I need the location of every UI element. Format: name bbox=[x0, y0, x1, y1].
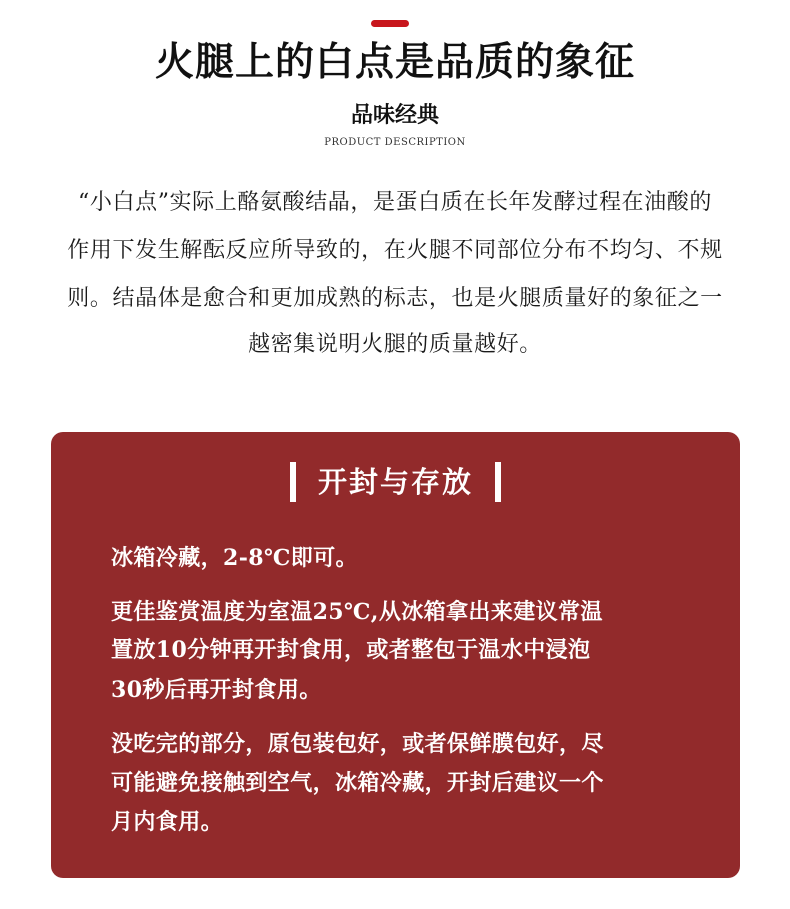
description-line: “小白点”实际上酪氨酸结晶，是蛋白质在长年发酵过程在油酸的 bbox=[78, 190, 712, 215]
description-line: 越密集说明火腿的质量越好。 bbox=[248, 332, 542, 357]
storage-line: 没吃完的部分，原包装包好，或者保鲜膜包好，尽 bbox=[111, 731, 604, 757]
storage-line: 30秒后再开封食用。 bbox=[111, 677, 322, 703]
section-subtitle-english: PRODUCT DESCRIPTION bbox=[324, 137, 466, 148]
storage-card bbox=[51, 432, 740, 878]
description-line: 则。结晶体是愈合和更加成熟的标志，也是火腿质量好的象征之一 bbox=[67, 286, 723, 311]
title-accent-bar bbox=[371, 20, 409, 27]
header-right-bar bbox=[495, 462, 501, 502]
storage-line: 更佳鉴赏温度为室温25℃,从冰箱拿出来建议常温 bbox=[111, 599, 603, 625]
storage-line: 可能避免接触到空气，冰箱冷藏，开封后建议一个 bbox=[111, 770, 604, 796]
storage-line: 冰箱冷藏，2-8℃即可。 bbox=[111, 545, 358, 571]
storage-card-title: 开封与存放 bbox=[317, 465, 473, 499]
storage-line: 月内食用。 bbox=[111, 809, 224, 835]
storage-card-header bbox=[51, 462, 740, 502]
page-title: 火腿上的白点是品质的象征 bbox=[154, 39, 635, 85]
section-subtitle: 品味经典 bbox=[350, 102, 439, 128]
description-line: 作用下发生解酝反应所导致的，在火腿不同部位分布不均匀、不规 bbox=[67, 238, 723, 263]
storage-line: 置放10分钟再开封食用，或者整包于温水中浸泡 bbox=[111, 637, 591, 663]
header-left-bar bbox=[290, 462, 296, 502]
